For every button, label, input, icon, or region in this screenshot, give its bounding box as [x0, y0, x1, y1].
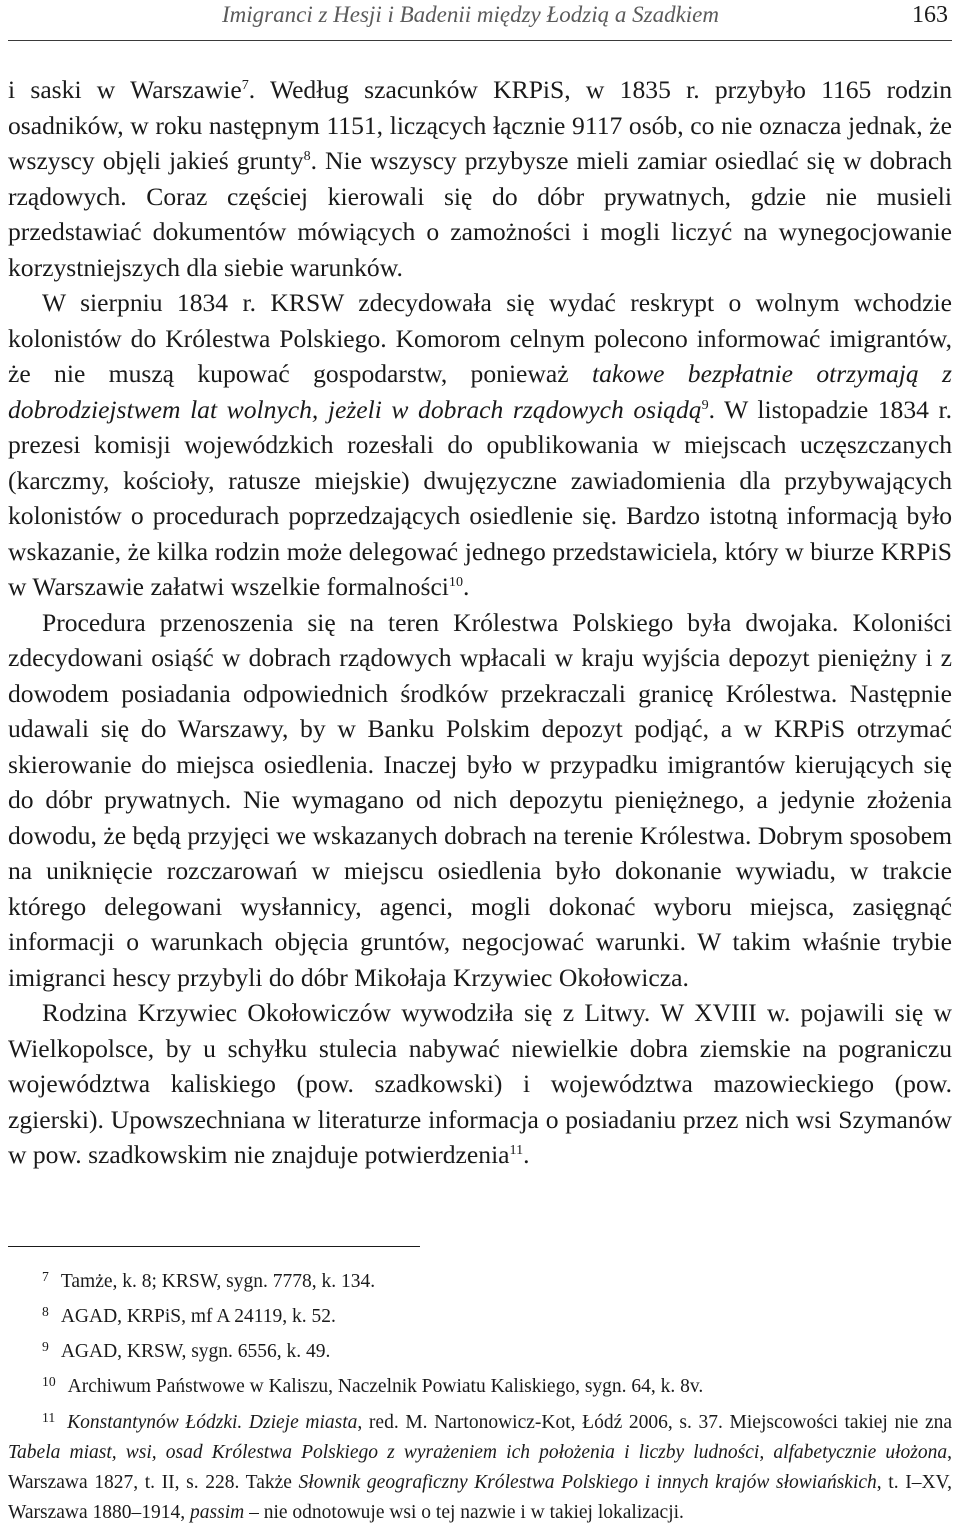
footnote-title: Konstantynów Łódzki. Dzieje miasta	[67, 1411, 358, 1433]
footnote-title: Tabela miast, wsi, osad Królestwa Polskiego z wyrażeniem ich położenia i liczby ludności, alfabetycznie ułożona	[8, 1441, 948, 1463]
footnote-number: 9	[42, 1339, 49, 1355]
footnote-11	[8, 1403, 952, 1528]
paragraph-3: Procedura przenoszenia się na teren Królestwa Polskiego była dwojaka. Koloniści zdecydowani osiąść w dobrach rządowych wpłacali w kraju wyjścia depozyt pieniężny i z dowodem posiadania odpowiednich środków przekraczali granicę Królestwa. Następnie udawali się do Warszawy, by w Banku Polskim depozyt podjąć, a w KRPiS otrzymać skierowanie do miejsca osiedlenia. Inaczej było w przypadku imigrantów kierujących się do dóbr prywatnych. Nie wymagano od nich depozytu pieniężnego, a jedynie złożenia dowodu, że będą przyjęci we wskazanych dobrach na terenie Królestwa. Dobrym sposobem na uniknięcie rozczarowań w miejscu osiedlenia było dokonanie wywiadu, w trakcie którego delegowani wysłannicy, agenci, mogli dokonać wyboru miejsca, zasięgnąć informacji o warunkach objęcia gruntów, negocjować warunki. W takim właśnie trybie imigranci hescy przybyli do dóbr Mikołaja Krzywiec Okołowicza.	[8, 607, 952, 992]
page-number: 163	[912, 2, 948, 28]
footnote-ref-8[interactable]: 8	[303, 147, 311, 164]
main-text	[8, 72, 952, 1173]
footnote-text: AGAD, KRSW, sygn. 6556, k. 49.	[60, 1341, 331, 1363]
text-run: . Nie wszyscy przybysze mieli zamiar osiedlać się w dobrach rządowych. Coraz częściej kierowali się do dóbr prywatnych, gdzie nie musieli przedstawiać dokumentów mówiących o zamożności i mogli liczyć na wynegocjowanie korzystniejszych dla siebie warunków.	[8, 146, 953, 282]
footnote-text: – nie odnotowuje wsi o tej nazwie i w takiej lokalizacji.	[244, 1501, 684, 1523]
footnote-number: 10	[42, 1374, 56, 1390]
footnote-ref-10[interactable]: 10	[448, 573, 463, 590]
footnote-text: AGAD, KRPiS, mf A 24119, k. 52.	[60, 1306, 336, 1328]
text-run: . Według szacunków KRPiS, w 1835 r. przybyło 1165 rodzin osadników, w roku następnym 1151, liczących łącznie 9117 osób, co nie oznacza jednak, że wszyscy objęli jakieś grunty	[8, 75, 952, 175]
text-run: .	[463, 572, 470, 601]
footnote-text: Archiwum Państwowe w Kaliszu, Naczelnik Powiatu Kaliskiego, sygn. 64, k. 8v.	[67, 1376, 704, 1398]
footnote-10	[8, 1367, 952, 1402]
footnote-ref-7[interactable]: 7	[241, 76, 249, 93]
footnote-8	[8, 1297, 952, 1332]
paragraph-1	[8, 72, 952, 285]
italic-quote: takowe bezpłatnie otrzymają z dobrodziejstwem lat wolnych, jeżeli w dobrach rządowych osiądą	[8, 359, 952, 424]
footnote-number: 8	[42, 1304, 49, 1320]
footnote-9	[8, 1332, 952, 1367]
paragraph-4	[8, 995, 952, 1173]
footnote-text: Tamże, k. 8; KRSW, sygn. 7778, k. 134.	[60, 1271, 376, 1293]
footnote-text: , red. M. Nartonowicz-Kot, Łódź 2006, s. 37. Miejscowości takiej nie zna	[357, 1411, 953, 1433]
footnote-ref-9[interactable]: 9	[701, 396, 709, 413]
footnote-text: , t. I–XV, Warszawa 1880–1914,	[8, 1471, 952, 1523]
text-run: W sierpniu 1834 r. KRSW zdecydowała się wydać reskrypt o wolnym wchodzie kolonistów do Królestwa Polskiego. Komorom celnym polecono informować imigrantów, że nie muszą kupować gospodarstw, ponieważ	[8, 288, 952, 388]
text-run: i saski w Warszawie	[8, 75, 242, 104]
text-run: Rodzina Krzywiec Okołowiczów wywodziła się z Litwy. W XVIII w. pojawili się w Wielkopolsce, by u schyłku stulecia nabywać niewielkie dobra ziemskie na pograniczu województwa kaliskiego (pow. szadkowski) i województwa mazowieckiego (pow. zgierski). Upowszechniana w literaturze informacja o posiadaniu przez nich wsi Szymanów w pow. szadkowskim nie znajduje potwierdzenia	[8, 998, 952, 1169]
text-run: .	[523, 1140, 530, 1169]
footnote-title: Słownik geograficzny Królestwa Polskiego i innych krajów słowiańskich	[298, 1471, 877, 1493]
footnote-number: 11	[42, 1409, 56, 1425]
footnote-7	[8, 1262, 952, 1297]
footnote-divider	[8, 1246, 420, 1247]
running-header	[8, 0, 952, 41]
footnote-text: , Warszawa 1827, t. II, s. 228. Także	[8, 1441, 952, 1493]
footnote-term: passim	[190, 1501, 245, 1523]
footnotes	[8, 1262, 952, 1528]
paragraph-2	[8, 285, 952, 605]
text-run: . W listopadzie 1834 r. prezesi komisji wojewódzkich rozesłali do opublikowania w miejscach uczęszczanych (karczmy, kościoły, ratusze miejskie) dwujęzyczne zawiadomienia dla przybywających kolonistów o procedurach poprzedzających osiedlenie się. Bardzo istotną informacją było wskazanie, że kilka rodzin może delegować jednego przedstawiciela, który w biurze KRPiS w Warszawie załatwi wszelkie formalności	[8, 394, 952, 601]
running-title: Imigranci z Hesji i Badenii między Łodzią a Szadkiem	[222, 2, 720, 27]
footnote-number: 7	[42, 1269, 49, 1284]
footnote-ref-11[interactable]: 11	[509, 1141, 524, 1158]
